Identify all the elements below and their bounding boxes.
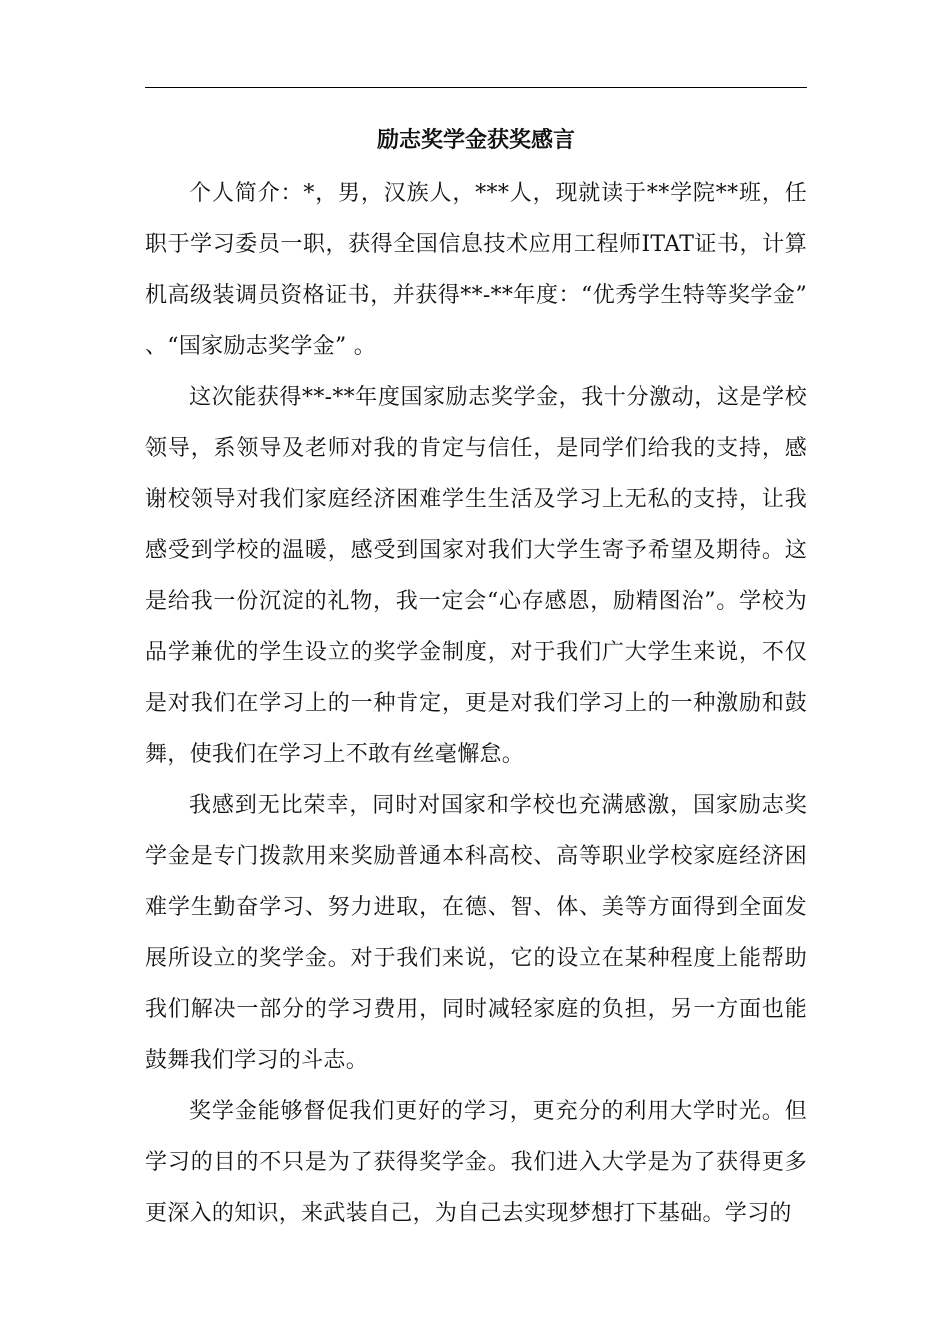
document-title: 励志奖学金获奖感言 [376,127,575,153]
paragraph-honor: 我感到无比荣幸，同时对国家和学校也充满感激，国家励志奖学金是专门拨款用来奖励普通本科高校、高等职业学校家庭经济困难学生勤奋学习、努力进取，在德、智、体、美等方面得到全面发展所设立的奖学金。对于我们来说，它的设立在某种程度上能帮助我们解决一部分的学习费用，同时减轻家庭的负担，另一方面也能鼓舞我们学习的斗志。 [145,793,807,1073]
header-rule [145,87,807,88]
paragraph-gratitude: 这次能获得**-**年度国家励志奖学金，我十分激动，这是学校领导，系领导及老师对我的肯定与信任，是同学们给我的支持，感谢校领导对我们家庭经济困难学生生活及学习上无私的支持，让我感受到学校的温暖，感受到国家对我们大学生寄予希望及期待。这是给我一份沉淀的礼物，我一定会“心存感恩，励精图治”。学校为品学兼优的学生设立的奖学金制度，对于我们广大学生来说，不仅是对我们在学习上的一种肯定，更是对我们学习上的一种激励和鼓舞，使我们在学习上不敢有丝毫懈怠。 [145,385,807,767]
paragraph-intro: 个人简介：*，男，汉族人，***人，现就读于**学院**班，任职于学习委员一职，获得全国信息技术应用工程师ITAT证书，计算机高级装调员资格证书，并获得**-**年度：“优秀学生特等奖学金” 、“国家励志奖学金” 。 [145,181,807,359]
paragraph-purpose: 奖学金能够督促我们更好的学习，更充分的利用大学时光。但学习的目的不只是为了获得奖学金。我们进入大学是为了获得更多更深入的知识，来武装自己，为自己去实现梦想打下基础。学习的 [145,1099,807,1226]
document-body [145,168,807,1239]
